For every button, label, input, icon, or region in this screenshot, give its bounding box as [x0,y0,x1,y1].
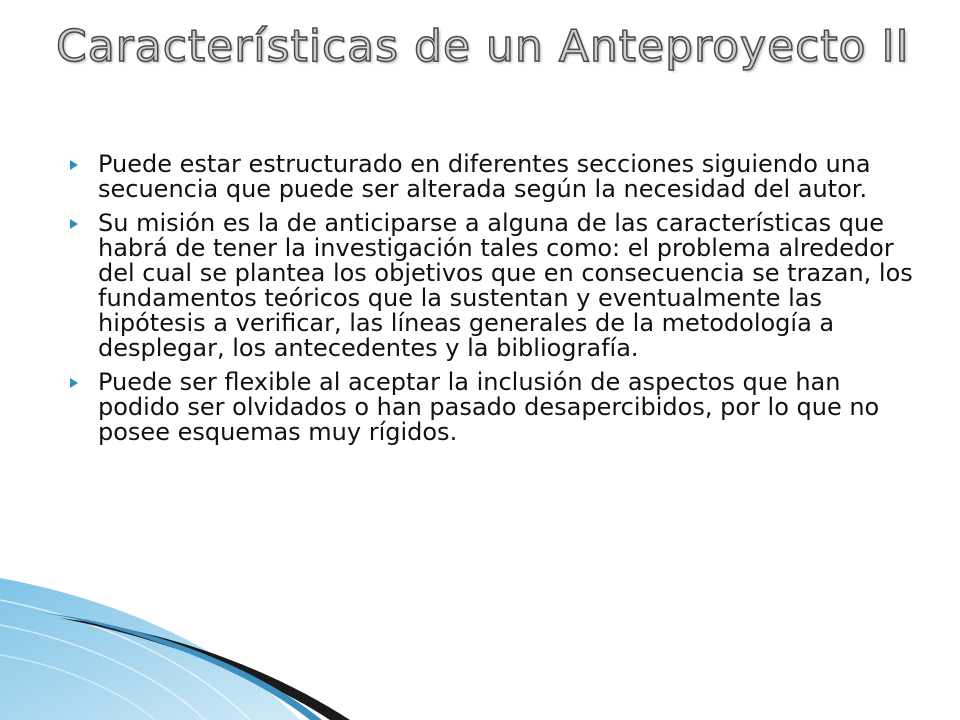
bullet-item [66,211,916,361]
wave-light-shape [0,578,300,720]
triangle-right-icon [70,219,78,229]
slide-title: Características de un Anteproyecto II [56,21,910,72]
triangle-right-icon [70,378,78,388]
bullet-text: Puede ser flexible al aceptar la inclusión de aspectos que han podido ser olvidados o han pasado desapercibidos, por lo que no posee esquemas muy rígidos. [98,368,880,446]
bullet-list [66,152,916,454]
bullet-item [66,152,916,202]
bullet-item [66,370,916,445]
bullet-text: Su misión es la de anticiparse a alguna de las características que habrá de tener la investigación tales como: el problema alrededor del cual se plantea los objetivos que en consecuencia se trazan, los fundamentos teóricos que la sustentan y eventualmente las hipótesis a verificar, las líneas generales de la metodología a desplegar, los antecedentes y la bibliografía. [98,209,913,362]
triangle-right-icon [70,160,78,170]
bullet-text: Puede estar estructurado en diferentes secciones siguiendo una secuencia que puede ser alterada según la necesidad del autor. [98,150,871,203]
